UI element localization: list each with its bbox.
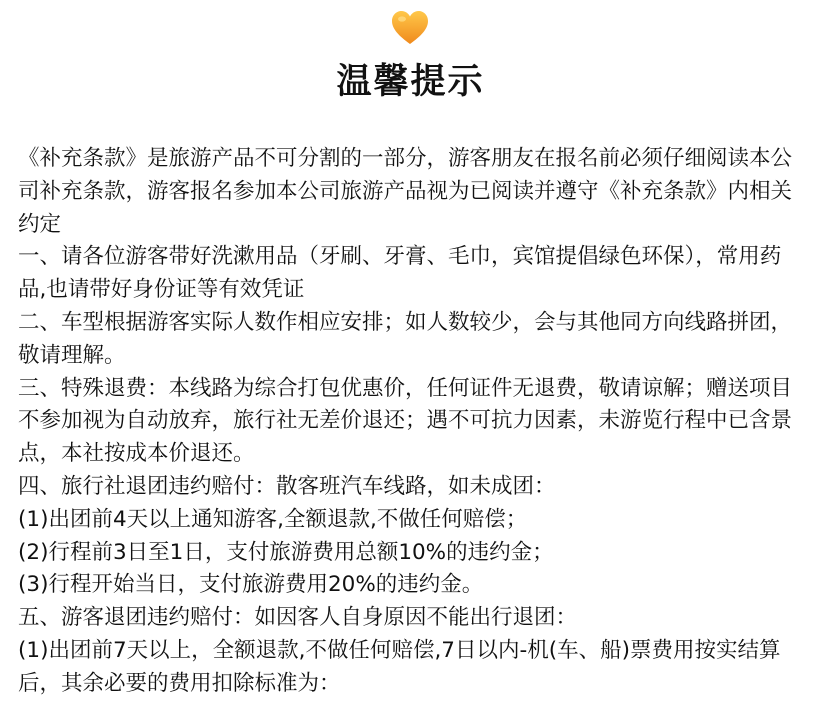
heart-icon — [391, 10, 429, 46]
clause-4-item-2: (2)行程前3日至1日，支付旅游费用总额10%的违约金； — [18, 539, 554, 565]
intro-paragraph: 《补充条款》是旅游产品不可分割的一部分，游客朋友在报名前必须仔细阅读本公司补充条款，游客报名参加本公司旅游产品视为已阅读并遵守《补充条款》内相关约定 — [18, 146, 793, 237]
clause-4: 四、旅行社退团违约赔付：散客班汽车线路，如未成团： — [18, 473, 556, 499]
notice-content — [18, 143, 804, 701]
clause-5: 五、游客退团违约赔付：如因客人自身原因不能出行退团： — [18, 605, 578, 631]
clause-3: 三、特殊退费：本线路为综合打包优惠价，任何证件无退费，敬请谅解；赠送项目不参加视为自动放弃，旅行社无差价退还；遇不可抗力因素，未游览行程中已含景点，本社按成本价退还。 — [18, 375, 793, 467]
clause-4-item-3: (3)行程开始当日，支付旅游费用20%的违约金。 — [18, 572, 484, 598]
clause-2: 二、车型根据游客实际人数作相应安排；如人数较少，会与其他同方向线路拼团，敬请理解。 — [18, 309, 793, 368]
clause-5-item-1: (1)出团前7天以上，全额退款,不做任何赔偿,7日以内-机(车、船)票费用按实结算后，其余必要的费用扣除标准为： — [18, 637, 781, 696]
clause-1: 一、请各位游客带好洗漱用品（牙刷、牙膏、毛巾，宾馆提倡绿色环保），常用药品,也请带好身份证等有效凭证 — [18, 244, 782, 303]
page-title: 温馨提示 — [336, 62, 485, 102]
clause-4-item-1: (1)出团前4天以上通知游客,全额退款,不做任何赔偿； — [18, 506, 528, 532]
